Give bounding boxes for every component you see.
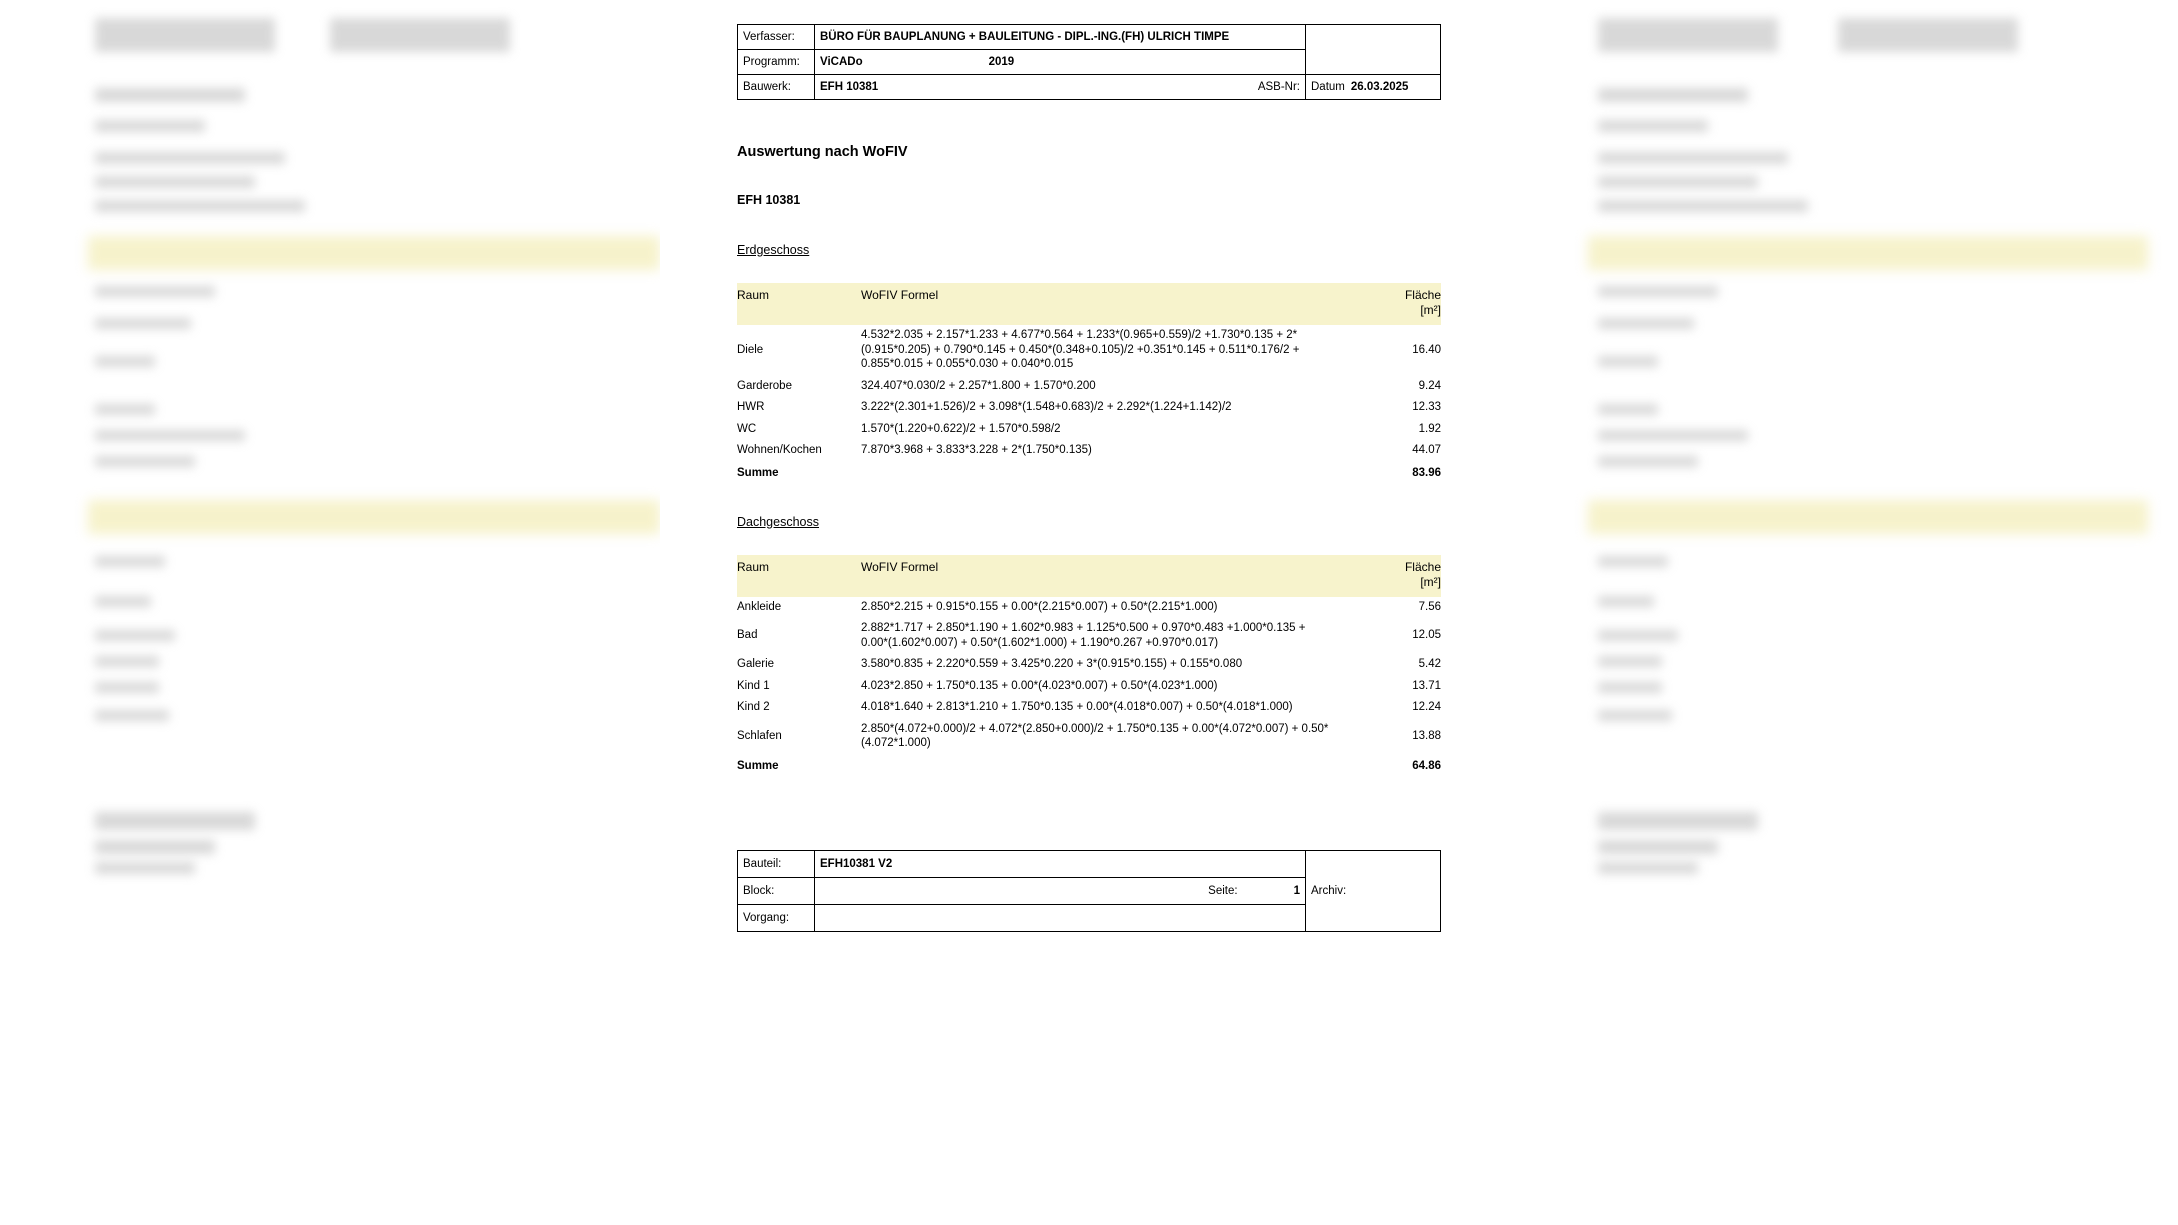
table-sum-row <box>737 755 1441 772</box>
cell-room: Galerie <box>737 658 775 670</box>
cell-formula: 324.407*0.030/2 + 2.257*1.800 + 1.570*0.200 <box>861 379 1096 392</box>
cell-area: 12.33 <box>1412 401 1441 413</box>
programm-label: Programm: <box>738 50 815 75</box>
cell-area: 1.92 <box>1418 422 1441 435</box>
unit-spacer-formula <box>861 575 1335 597</box>
bauteil-label: Bauteil: <box>738 850 815 877</box>
programm-year: 2019 <box>988 56 1015 68</box>
verfasser-value: BÜRO FÜR BAUPLANUNG + BAULEITUNG - DIPL.-ING.(FH) ULRICH TIMPE <box>815 25 1306 50</box>
cell-area: 12.05 <box>1412 629 1441 642</box>
cell-room: Wohnen/Kochen <box>737 444 822 456</box>
document-header-table <box>737 24 1441 100</box>
table-row <box>737 376 1441 398</box>
table-sum-row <box>737 462 1441 479</box>
section-heading-dachgeschoss: Dachgeschoss <box>737 514 819 529</box>
sum-value: 64.86 <box>1412 759 1441 772</box>
table-row <box>737 654 1441 676</box>
datum-label: Datum <box>1311 81 1345 93</box>
bauwerk-label: Bauwerk: <box>738 75 815 100</box>
cell-area: 13.88 <box>1412 729 1441 742</box>
table-row <box>737 325 1441 376</box>
block-value-cell <box>815 877 1306 904</box>
cell-area: 12.24 <box>1412 701 1441 713</box>
cell-room: Diele <box>737 343 764 356</box>
table-row <box>737 719 1441 755</box>
verfasser-label: Verfasser: <box>738 25 815 50</box>
bauwerk-value: EFH 10381 <box>820 81 879 93</box>
header-row-verfasser <box>738 25 1441 50</box>
column-header-area-unit: [m²] <box>1335 303 1441 325</box>
cell-room: Kind 2 <box>737 701 770 713</box>
bauwerk-value-cell <box>815 75 1306 100</box>
table-row <box>737 440 1441 462</box>
column-header-room: Raum <box>737 555 861 575</box>
cell-formula: 4.023*2.850 + 1.750*0.135 + 0.00*(4.023*0.007) + 0.50*(4.023*1.000) <box>861 679 1218 692</box>
vorgang-label: Vorgang: <box>738 904 815 931</box>
cell-area: 7.56 <box>1418 600 1441 613</box>
sum-label: Summe <box>737 466 779 479</box>
sum-spacer <box>861 462 1335 479</box>
header-row-bauwerk <box>738 75 1441 100</box>
footer-row-bauteil <box>738 850 1441 877</box>
sum-value: 83.96 <box>1412 466 1441 479</box>
table-header-row <box>737 555 1441 575</box>
table-row <box>737 397 1441 419</box>
datum-cell <box>1306 75 1441 100</box>
unit-spacer-room <box>737 575 861 597</box>
sum-spacer <box>861 755 1335 772</box>
bauteil-value: EFH10381 V2 <box>815 850 1306 877</box>
cell-area: 44.07 <box>1412 444 1441 456</box>
cell-formula: 2.850*2.215 + 0.915*0.155 + 0.00*(2.215*0.007) + 0.50*(2.215*1.000) <box>861 600 1218 613</box>
document-footer-table <box>737 850 1441 932</box>
project-name: EFH 10381 <box>737 193 801 207</box>
next-page-preview <box>1518 0 2178 1225</box>
cell-area: 13.71 <box>1412 679 1441 692</box>
seite-label: Seite: <box>1208 884 1238 897</box>
page-title: Auswertung nach WoFIV <box>737 144 908 160</box>
cell-formula: 3.580*0.835 + 2.220*0.559 + 3.425*0.220 + 3*(0.915*0.155) + 0.155*0.080 <box>861 658 1243 670</box>
datum-value: 26.03.2025 <box>1350 81 1409 93</box>
column-header-room: Raum <box>737 283 861 303</box>
cell-formula: 4.018*1.640 + 2.813*1.210 + 1.750*0.135 + 0.00*(4.018*0.007) + 0.50*(4.018*1.000) <box>861 701 1293 713</box>
cell-formula: 1.570*(1.220+0.622)/2 + 1.570*0.598/2 <box>861 422 1061 435</box>
column-header-formula: WoFIV Formel <box>861 555 1335 575</box>
cell-room: Schlafen <box>737 729 782 742</box>
header-blank-cell <box>1306 25 1441 75</box>
cell-area: 16.40 <box>1412 343 1441 356</box>
archiv-label: Archiv: <box>1306 850 1441 931</box>
programm-value-cell <box>815 50 1306 75</box>
area-table-dachgeschoss <box>737 555 1441 772</box>
column-header-area: Fläche <box>1335 555 1441 575</box>
block-label: Block: <box>738 877 815 904</box>
asb-nr-label: ASB-Nr: <box>1257 81 1300 93</box>
cell-area: 9.24 <box>1418 379 1441 392</box>
previous-page-preview <box>0 0 660 1225</box>
cell-room: Bad <box>737 629 758 642</box>
section-heading-erdgeschoss: Erdgeschoss <box>737 243 810 257</box>
cell-formula: 2.882*1.717 + 2.850*1.190 + 1.602*0.983 + 1.125*0.500 + 0.970*0.483 +1.000*0.135 + 0.00*(1.602*0.007) + 0.50*(1.602*1.000) + 1.190*0.267 +0.970*0.017) <box>861 622 1306 649</box>
table-row <box>737 618 1441 654</box>
unit-spacer-formula <box>861 303 1335 325</box>
cell-room: Kind 1 <box>737 679 770 692</box>
cell-formula: 4.532*2.035 + 2.157*1.233 + 4.677*0.564 + 1.233*(0.965+0.559)/2 +1.730*0.135 + 2*(0.915*0.205) + 0.790*0.145 + 0.450*(0.348+0.105)/2 +0.351*0.145 + 0.511*0.176/2 + 0.855*0.015 + 0.055*0.030 + 0.040*0.015 <box>861 329 1300 370</box>
cell-room: Ankleide <box>737 600 782 613</box>
cell-room: Garderobe <box>737 379 792 392</box>
vorgang-value <box>815 904 1306 931</box>
table-header-unit-row <box>737 303 1441 325</box>
cell-room: WC <box>737 422 757 435</box>
programm-value: ViCADo <box>820 56 863 68</box>
cell-room: HWR <box>737 401 765 413</box>
cell-area: 5.42 <box>1418 658 1441 670</box>
table-row <box>737 676 1441 698</box>
cell-formula: 3.222*(2.301+1.526)/2 + 3.098*(1.548+0.683)/2 + 2.292*(1.224+1.142)/2 <box>861 401 1232 413</box>
table-header-unit-row <box>737 575 1441 597</box>
area-table-erdgeschoss <box>737 283 1441 479</box>
column-header-area: Fläche <box>1335 283 1441 303</box>
table-row <box>737 419 1441 441</box>
cell-formula: 7.870*3.968 + 3.833*3.228 + 2*(1.750*0.135) <box>861 444 1092 456</box>
column-header-formula: WoFIV Formel <box>861 283 1335 303</box>
document-page <box>660 0 1518 1225</box>
sum-label: Summe <box>737 759 779 772</box>
cell-formula: 2.850*(4.072+0.000)/2 + 4.072*(2.850+0.000)/2 + 1.750*0.135 + 0.00*(4.072*0.007) + 0.50*(4.072*1.000) <box>861 722 1329 749</box>
table-row <box>737 597 1441 619</box>
table-header-row <box>737 283 1441 303</box>
seite-value: 1 <box>1293 884 1300 897</box>
table-row <box>737 697 1441 719</box>
unit-spacer-room <box>737 303 861 325</box>
column-header-area-unit: [m²] <box>1335 575 1441 597</box>
